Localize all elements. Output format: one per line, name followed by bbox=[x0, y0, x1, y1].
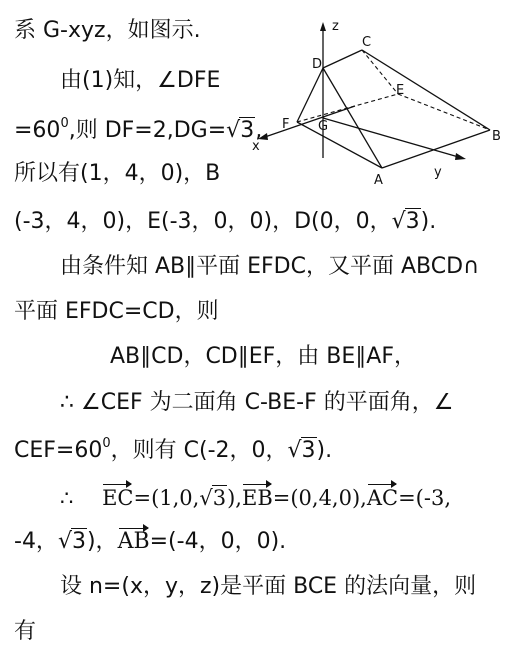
text-line-2 bbox=[60, 66, 220, 96]
edge-fe-hidden bbox=[297, 94, 398, 122]
label-a: A bbox=[374, 173, 383, 188]
label-c: C bbox=[362, 35, 372, 50]
radical-sign: √ bbox=[391, 209, 406, 234]
vector-eb: EB bbox=[242, 483, 273, 513]
edge-eb-hidden bbox=[398, 94, 490, 130]
label-b: B bbox=[492, 129, 501, 144]
text-line-10 bbox=[14, 436, 332, 466]
edge-ab bbox=[382, 130, 490, 168]
radical-sign: √ bbox=[57, 529, 72, 554]
sqrt-3 bbox=[392, 207, 421, 237]
line-1-text: 系 G-xyz，如图示. bbox=[14, 18, 201, 43]
line-3-b: ,则 DF=2,DG= bbox=[68, 118, 227, 143]
line-3-a: =60 bbox=[14, 118, 61, 143]
edge-ce-hidden bbox=[362, 50, 398, 94]
edge-cb bbox=[362, 50, 490, 130]
y-axis bbox=[323, 118, 462, 158]
vector-ab: AB bbox=[118, 527, 150, 557]
text-line-1 bbox=[14, 16, 201, 46]
radicand: 3 bbox=[405, 209, 420, 234]
geometry-figure bbox=[250, 18, 528, 190]
line-12-b: )， bbox=[86, 529, 118, 554]
edge-da bbox=[323, 68, 382, 168]
radical-sign: √ bbox=[287, 438, 302, 463]
radicand: 3 bbox=[301, 438, 316, 463]
text-line-8 bbox=[110, 342, 416, 372]
line-3-c: , bbox=[255, 118, 263, 143]
radicand: 3 bbox=[71, 529, 86, 554]
line-11-t2: ), bbox=[227, 486, 242, 510]
label-z: z bbox=[332, 19, 339, 34]
label-d: D bbox=[312, 57, 323, 72]
line-7-text: 平面 EFDC=CD，则 bbox=[14, 299, 219, 324]
z-axis-arrow bbox=[320, 22, 326, 31]
line-14-text: 有 bbox=[14, 619, 37, 644]
text-line-9 bbox=[60, 388, 453, 418]
text-line-11 bbox=[60, 483, 451, 513]
text-line-14 bbox=[14, 617, 36, 647]
line-8-text: AB∥CD，CD∥EF，由 BE∥AF， bbox=[110, 344, 416, 369]
x-axis bbox=[262, 106, 355, 138]
line-13-text: 设 n=(x，y，z)是平面 BCE 的法向量，则 bbox=[60, 574, 477, 599]
radical-sign: √ bbox=[199, 486, 213, 510]
line-10-a: CEF=60 bbox=[14, 438, 103, 463]
line-12-c: =(-4，0，0). bbox=[149, 529, 287, 554]
line-2-text: 由(1)知，∠DFE bbox=[60, 68, 221, 93]
degree-superscript: 0 bbox=[102, 436, 111, 451]
label-x: x bbox=[252, 139, 260, 154]
text-line-6 bbox=[60, 252, 479, 282]
line-10-c: ). bbox=[316, 438, 333, 463]
label-f: F bbox=[282, 117, 290, 132]
text-line-13 bbox=[60, 572, 476, 602]
vector-ac: AC bbox=[367, 483, 398, 513]
edge-fd bbox=[297, 68, 323, 122]
line-5-b: ). bbox=[420, 209, 437, 234]
radical-sign: √ bbox=[226, 118, 241, 143]
label-y: y bbox=[434, 165, 442, 180]
line-6-text: 由条件知 AB∥平面 EFDC，又平面 ABCD∩ bbox=[60, 254, 480, 279]
radicand: 3 bbox=[212, 486, 227, 510]
line-12-a: -4， bbox=[14, 529, 58, 554]
line-10-b: ，则有 C(-2，0， bbox=[110, 438, 288, 463]
sqrt-3 bbox=[58, 527, 87, 557]
text-line-5 bbox=[14, 207, 436, 237]
line-11-t1: =(1,0, bbox=[133, 486, 200, 510]
line-5-a: (-3，4，0)，E(-3，0，0)，D(0，0， bbox=[14, 209, 392, 234]
therefore-symbol: ∴ bbox=[60, 486, 74, 510]
sqrt-3 bbox=[288, 436, 317, 466]
edge-fa bbox=[297, 122, 382, 168]
text-line-4 bbox=[14, 159, 220, 189]
line-11-t3: =(0,4,0), bbox=[272, 486, 367, 510]
vector-ec: EC bbox=[102, 483, 133, 513]
sqrt-3 bbox=[199, 483, 227, 513]
radicand: 3 bbox=[240, 118, 255, 143]
label-e: E bbox=[396, 83, 405, 98]
y-axis-arrow bbox=[455, 153, 466, 160]
degree-superscript: 0 bbox=[60, 116, 69, 131]
label-g: G bbox=[318, 119, 329, 134]
line-4-text: 所以有(1，4，0)，B bbox=[14, 161, 221, 186]
edge-dc bbox=[323, 50, 362, 68]
line-11-t4: =(-3, bbox=[398, 486, 451, 510]
text-line-7 bbox=[14, 297, 219, 327]
line-9-text: ∴ ∠CEF 为二面角 C-BE-F 的平面角，∠ bbox=[60, 390, 454, 415]
text-line-3 bbox=[14, 116, 262, 146]
text-line-12 bbox=[14, 527, 286, 557]
